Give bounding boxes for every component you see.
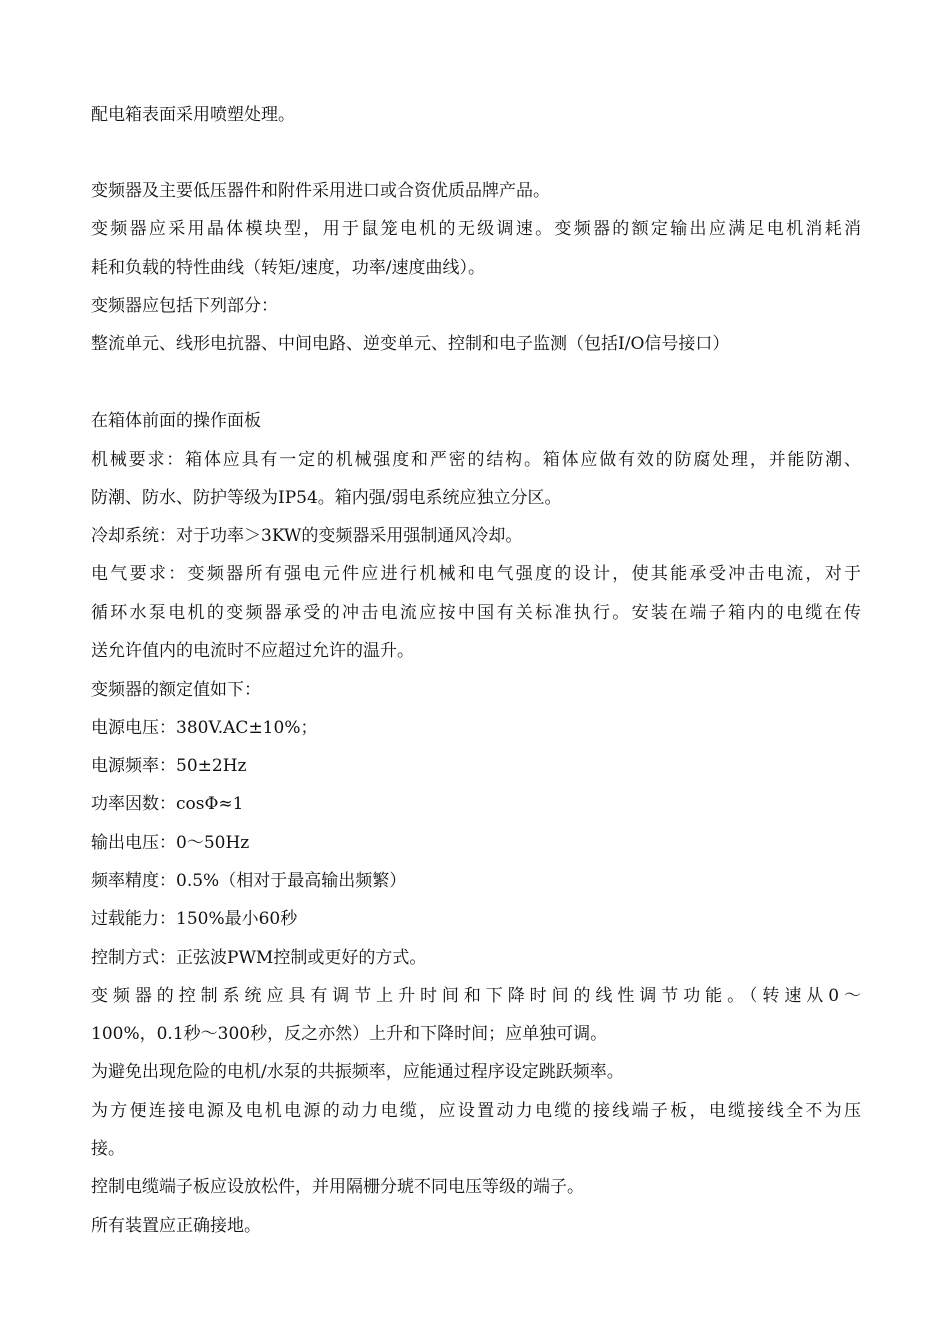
text-line: 冷却系统：对于功率＞3KW的变频器采用强制通风冷却。 <box>91 526 523 546</box>
text-line: 接。 <box>91 1139 125 1159</box>
text-line: 输出电压：0～50Hz <box>91 833 250 853</box>
text-line: 为方便连接电源及电机电源的动力电缆，应设置动力电缆的接线端子板，电缆接线全不为压 <box>91 1101 861 1121</box>
text-line: 变频器及主要低压器件和附件采用进口或合资优质品牌产品。 <box>91 181 550 201</box>
text-line: 为避免出现危险的电机/水泵的共振频率，应能通过程序设定跳跃频率。 <box>91 1062 624 1082</box>
text-line: 控制电缆端子板应设放松件，并用隔栅分琥不同电压等级的端子。 <box>91 1177 584 1197</box>
text-line: 100%，0.1秒～300秒，反之亦然）上升和下降时间；应单独可调。 <box>91 1024 608 1044</box>
text-line: 变频器应包括下列部分： <box>91 296 278 316</box>
text-line: 变频器应采用晶体模块型，用于鼠笼电机的无级调速。变频器的额定输出应满足电机消耗消 <box>91 219 861 239</box>
text-line: 配电箱表面采用喷塑处理。 <box>91 105 295 125</box>
text-line: 所有装置应正确接地。 <box>91 1216 261 1236</box>
text-line: 电气要求：变频器所有强电元件应进行机械和电气强度的设计，使其能承受冲击电流，对于 <box>91 564 861 584</box>
text-line: 送允许值内的电流时不应超过允许的温升。 <box>91 641 414 661</box>
text-line: 整流单元、线形电抗器、中间电路、逆变单元、控制和电子监测（包括I/O信号接口） <box>91 334 730 354</box>
text-line: 机械要求：箱体应具有一定的机械强度和严密的结构。箱体应做有效的防腐处理，并能防潮、 <box>91 450 861 470</box>
text-line: 循环水泵电机的变频器承受的冲击电流应按中国有关标准执行。安装在端子箱内的电缆在传 <box>91 603 861 623</box>
text-line: 控制方式：正弦波PWM控制或更好的方式。 <box>91 948 427 968</box>
text-line: 耗和负载的特性曲线（转矩/速度，功率/速度曲线）。 <box>91 258 485 278</box>
text-line: 变频器的控制系统应具有调节上升时间和下降时间的线性调节功能。（转速从0～ <box>91 986 861 1006</box>
text-line: 电源电压：380V.AC±10%； <box>91 718 318 738</box>
text-line: 电源频率：50±2Hz <box>91 756 247 776</box>
text-line: 过载能力：150%最小60秒 <box>91 909 298 929</box>
text-line: 在箱体前面的操作面板 <box>91 411 261 431</box>
text-line: 功率因数：cosΦ≈1 <box>91 794 244 814</box>
text-line: 防潮、防水、防护等级为IP54。箱内强/弱电系统应独立分区。 <box>91 488 562 508</box>
text-line: 变频器的额定值如下： <box>91 680 261 700</box>
text-line: 频率精度：0.5%（相对于最高输出频繁） <box>91 871 407 891</box>
